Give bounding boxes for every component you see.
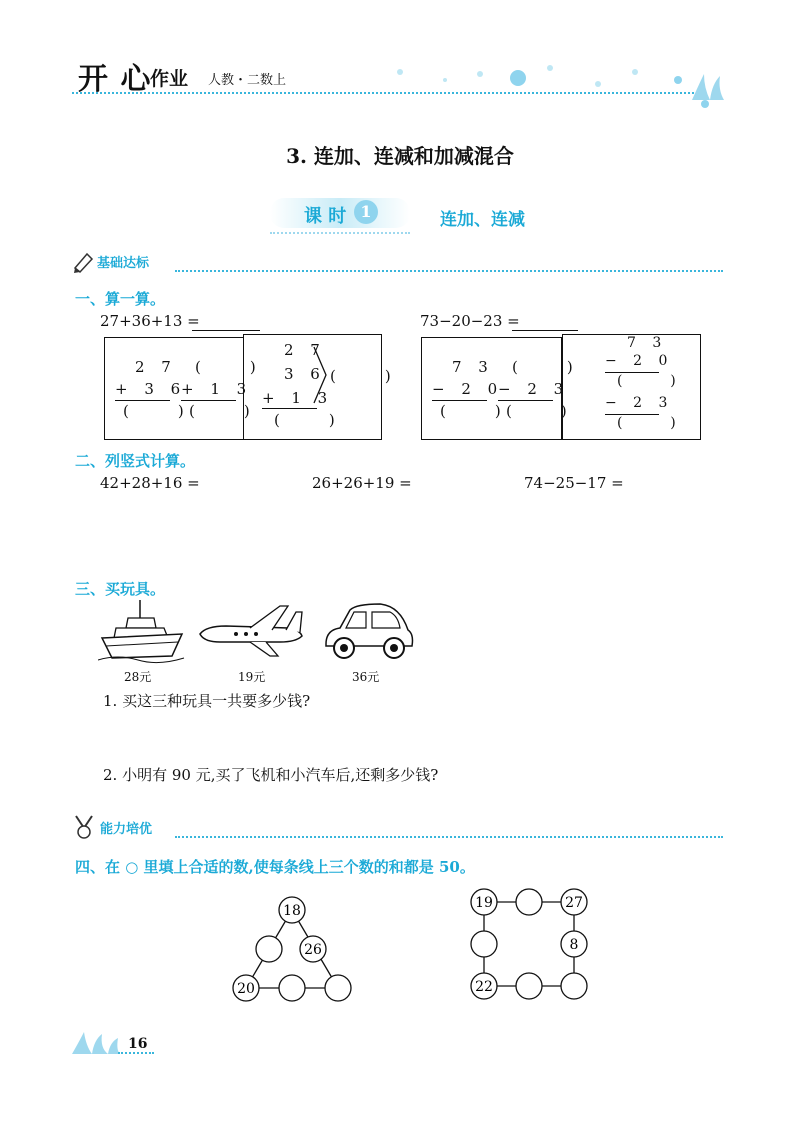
- box1-b2: + 1 3: [181, 380, 253, 398]
- q1-box-1: [104, 337, 262, 440]
- box3-b-rule: [498, 400, 553, 401]
- box4-r2: − 2 0: [605, 353, 674, 369]
- medal-icon: [72, 814, 98, 840]
- q1-box-4: [562, 334, 701, 440]
- triangle-bottom-mid-circle: [279, 975, 305, 1001]
- box1-b1: ( ): [195, 358, 262, 376]
- q4-title: 四、在 ○ 里填上合适的数,使每条线上三个数的和都是 50。: [75, 858, 475, 876]
- box2-rule: [262, 408, 317, 409]
- q2-expr-1: 42+28+16 =: [100, 474, 200, 492]
- header-subtitle: 人教・二数上: [208, 73, 287, 88]
- q3-title: 三、买玩具。: [75, 580, 166, 598]
- box3-a2: − 2 0: [432, 380, 504, 398]
- chapter-title: 3. 连加、连减和加减混合: [286, 144, 514, 168]
- section-basic-title: 基础达标: [97, 256, 150, 271]
- grass-icon: [690, 72, 730, 102]
- q1-blank-left: [192, 330, 260, 331]
- square-figure: [464, 886, 594, 1002]
- header-brand-small: 作业: [150, 68, 189, 90]
- q1-expr-right: 73−20−23 =: [420, 312, 520, 330]
- box3-b2: − 2 3: [498, 380, 570, 398]
- q2-title: 二、列竖式计算。: [75, 452, 196, 470]
- footer-grass-icon: [72, 1032, 122, 1056]
- triangle-top-value: 18: [283, 903, 301, 919]
- lesson-badge: [270, 198, 410, 236]
- box3-b1: ( ): [512, 358, 579, 376]
- lesson-rule: [270, 232, 410, 234]
- box2-result: ( ): [330, 367, 397, 385]
- box1-a-rule: [115, 400, 170, 401]
- box2-r3: + 1 3: [262, 389, 334, 407]
- box2-r4: ( ): [274, 411, 341, 429]
- square-top-right-value: 27: [565, 895, 583, 911]
- box1-a2: + 3 6: [115, 380, 187, 398]
- box4-r3: ( ): [617, 373, 682, 389]
- ship-icon: [98, 598, 186, 666]
- header-brand: 开 心: [78, 62, 152, 97]
- q1-box-2: [243, 334, 397, 440]
- q2-expr-3: 74−25−17 =: [524, 474, 624, 492]
- bubbles-decoration: [390, 58, 730, 118]
- box2-r1: 2 7: [284, 341, 326, 359]
- q1-title: 一、算一算。: [75, 290, 166, 308]
- box3-a1: 7 3: [452, 358, 494, 376]
- price-car: 36元: [352, 670, 380, 684]
- triangle-bottom-right-circle: [325, 975, 351, 1001]
- triangle-figure: [228, 892, 358, 1004]
- section-advanced-title: 能力培优: [100, 822, 153, 837]
- box3-a3: ( ): [440, 402, 507, 420]
- q1-box-3: [421, 337, 579, 440]
- car-icon: [320, 600, 416, 666]
- section-basic-rule: [175, 270, 723, 272]
- triangle-bottom-left-value: 20: [237, 981, 255, 997]
- footer-rule: [118, 1052, 154, 1054]
- pencil-icon: [72, 250, 96, 274]
- brace-icon: [312, 345, 328, 405]
- box4-r5: ( ): [617, 415, 682, 431]
- triangle-right-mid-value: 26: [304, 942, 322, 958]
- box2-r2: 3 6: [284, 365, 326, 383]
- box1-b3: ( ): [189, 402, 256, 420]
- box1-a1: 2 7: [135, 358, 177, 376]
- box1-a3: ( ): [123, 402, 190, 420]
- lesson-number: 1: [354, 200, 378, 224]
- lesson-label: 课 时: [304, 206, 347, 227]
- box4-r4: − 2 3: [605, 395, 674, 411]
- q2-expr-2: 26+26+19 =: [312, 474, 412, 492]
- square-top-left-value: 19: [475, 895, 493, 911]
- page-number: 16: [128, 1036, 148, 1052]
- triangle-left-mid-circle: [256, 936, 282, 962]
- airplane-icon: [196, 600, 308, 658]
- q3-sub2: 2. 小明有 90 元,买了飞机和小汽车后,还剩多少钱?: [103, 766, 439, 784]
- price-plane: 19元: [238, 670, 266, 684]
- q3-sub1: 1. 买这三种玩具一共要多少钱?: [103, 692, 311, 710]
- price-ship: 28元: [124, 670, 152, 684]
- box4-r1: 7 3: [627, 335, 668, 351]
- lesson-topic: 连加、连减: [440, 210, 525, 230]
- box3-b3: ( ): [506, 402, 573, 420]
- box1-b-rule: [181, 400, 236, 401]
- square-right-mid-value: 8: [569, 937, 579, 953]
- q1-expr-left: 27+36+13 =: [100, 312, 200, 330]
- square-bottom-left-value: 22: [475, 979, 493, 995]
- section-advanced-rule: [175, 836, 723, 838]
- box3-a-rule: [432, 400, 487, 401]
- q1-blank-right: [512, 330, 578, 331]
